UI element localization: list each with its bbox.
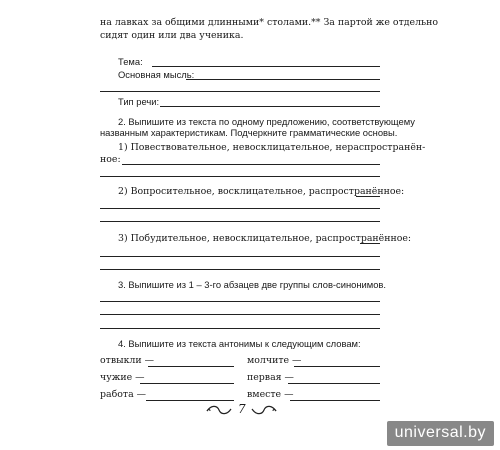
task2-item3-answer-line-3[interactable] [100, 269, 380, 270]
task2-item2-answer-line-3[interactable] [100, 221, 380, 222]
task2-item1-line-2: ное: [100, 154, 121, 165]
antonym-answer-right-2[interactable] [288, 383, 380, 384]
task2-item1-answer-line-1[interactable] [122, 164, 380, 165]
speech-type-label: Тип речи: [118, 96, 160, 107]
task3-answer-line-2[interactable] [100, 314, 380, 315]
swirl-left-icon [205, 403, 233, 417]
antonym-word-left-2: чужие — [100, 372, 145, 383]
main-idea-answer-line-2[interactable] [100, 91, 380, 92]
task2-item1-answer-line-2[interactable] [100, 176, 380, 177]
task2-line-2: названным характеристикам. Подчеркните грамматические основы. [100, 127, 398, 138]
task2-item3-answer-line-2[interactable] [100, 256, 380, 257]
task2-item2-answer-line-2[interactable] [100, 208, 380, 209]
topic-answer-line[interactable] [152, 66, 380, 67]
antonym-answer-left-1[interactable] [148, 366, 234, 367]
antonym-answer-right-1[interactable] [294, 366, 380, 367]
antonym-answer-left-2[interactable] [140, 383, 234, 384]
intro-line-1: на лавках за общими длинными* столами.** За партой же отдельно [100, 17, 439, 28]
task2-item2-answer-line-1[interactable] [356, 196, 380, 197]
task2-item2-text: 2) Вопросительное, восклицательное, распространённое: [118, 186, 405, 197]
task4-text: 4. Выпишите из текста антонимы к следующим словам: [118, 338, 361, 349]
task3-answer-line-3[interactable] [100, 328, 380, 329]
main-idea-label: Основная мысль: [118, 69, 195, 80]
task2-item3-answer-line-1[interactable] [360, 243, 380, 244]
antonym-answer-left-3[interactable] [146, 400, 234, 401]
task3-answer-line-1[interactable] [100, 301, 380, 302]
task2-item1-line-1: 1) Повествовательное, невосклицательное, нераспространён- [118, 142, 426, 153]
page-number: 7 [238, 402, 246, 416]
main-idea-answer-line[interactable] [186, 79, 380, 80]
swirl-right-icon [250, 403, 278, 417]
antonym-word-left-1: отвыкли — [100, 355, 154, 366]
antonym-answer-right-3[interactable] [290, 400, 380, 401]
watermark: universal.by [387, 421, 494, 446]
task2-line-1: 2. Выпишите из текста по одному предложению, соответствующему [118, 116, 415, 127]
intro-line-2: сидят один или два ученика. [100, 30, 244, 41]
task3-text: 3. Выпишите из 1 – 3-го абзацев две группы слов-синонимов. [118, 279, 387, 290]
antonym-word-right-1: молчите — [247, 355, 302, 366]
topic-label: Тема: [118, 56, 143, 67]
antonym-word-left-3: работа — [100, 389, 147, 400]
antonym-word-right-2: первая — [247, 372, 294, 383]
antonym-word-right-3: вместе — [247, 389, 294, 400]
task2-item3-text: 3) Побудительное, невосклицательное, распространённое: [118, 233, 412, 244]
speech-type-answer-line[interactable] [160, 106, 380, 107]
